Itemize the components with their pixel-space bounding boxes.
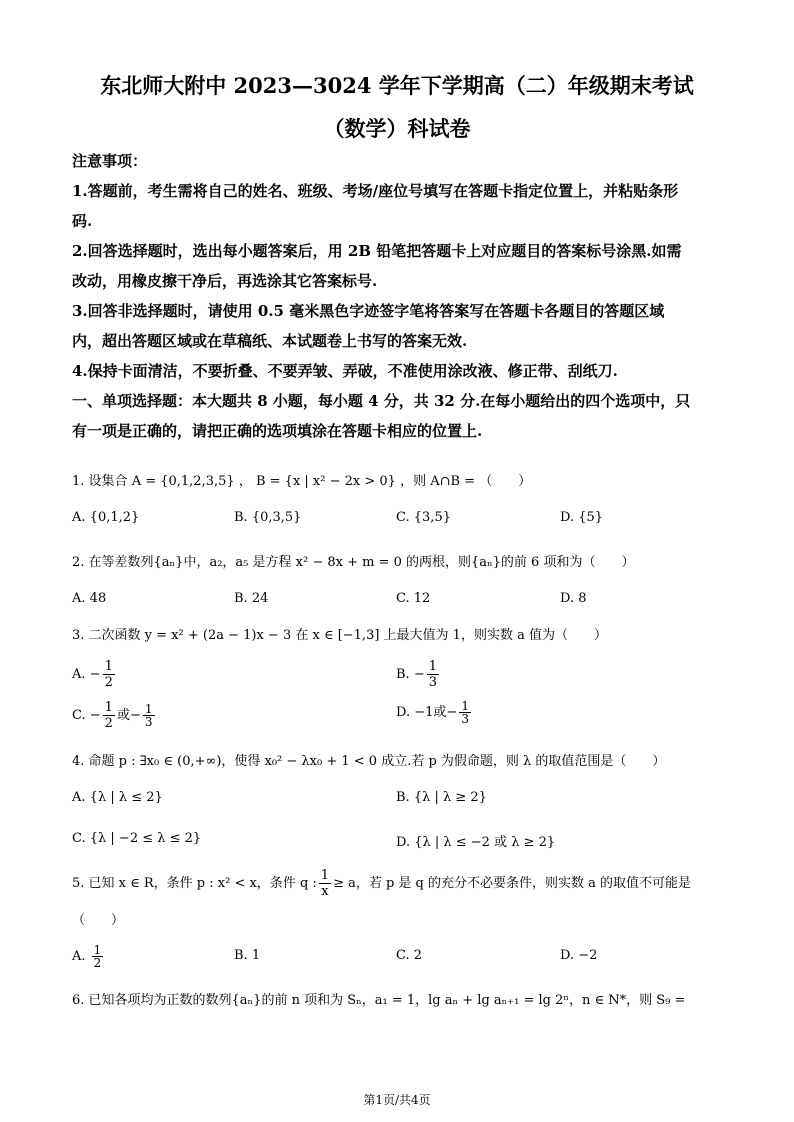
frac-denominator: 3: [144, 715, 153, 729]
q1-sep: ，: [238, 474, 252, 489]
option-label: D.: [396, 705, 411, 720]
option-text: {3,5}: [413, 510, 451, 525]
page-number: 第1页/共4页: [363, 1093, 431, 1107]
option-label: B.: [396, 667, 410, 682]
option-text: {λ | −2 ≤ λ ≤ 2}: [89, 831, 202, 846]
q4-option-d[interactable]: [396, 831, 555, 850]
option-label: D.: [560, 510, 575, 525]
frac-numerator: 1: [104, 700, 113, 715]
option-label: C.: [396, 948, 410, 963]
option-minus: −: [413, 667, 425, 682]
frac-denominator: 3: [428, 675, 438, 690]
option-label: A.: [72, 667, 86, 682]
frac-numerator: 1: [320, 868, 330, 883]
option-label: A.: [72, 510, 86, 525]
option-text: 8: [578, 591, 587, 606]
q5-stem-line2: （ ）: [72, 913, 125, 928]
fraction-one-third: [459, 700, 471, 725]
option-label: C.: [396, 591, 410, 606]
option-minus: −: [89, 708, 101, 723]
option-text: {λ | λ ≥ 2}: [413, 790, 487, 805]
option-label: A.: [72, 949, 86, 964]
q5-option-d[interactable]: [560, 948, 597, 963]
q1-option-a[interactable]: [72, 510, 139, 525]
fraction-one-half: [103, 700, 115, 731]
option-text: {λ | λ ≤ 2}: [89, 790, 163, 805]
notes-section: [72, 146, 722, 446]
option-text: {5}: [578, 510, 604, 525]
note-4: 4.保持卡面清洁，不要折叠、不要弄皱、弄破，不准使用涂改液、修正带、刮纸刀.: [72, 362, 618, 380]
option-label: B.: [396, 790, 410, 805]
frac-denominator: 3: [461, 712, 469, 726]
option-label: D.: [560, 591, 575, 606]
q4-option-b[interactable]: [396, 790, 487, 805]
q2-option-d[interactable]: [560, 591, 587, 606]
frac-denominator: 2: [104, 716, 113, 731]
question-4: 4. 命题 p : ∃x₀ ∈ (0,+∞)，使得 x₀² − λx₀ + 1 < 0 成立.若 p 为假命题，则 λ 的取值范围是（ ）: [72, 754, 666, 769]
option-label: D.: [560, 948, 575, 963]
option-minus: −: [129, 708, 141, 723]
option-label: A.: [72, 790, 86, 805]
option-minus-one: −1: [414, 705, 434, 720]
option-label: D.: [396, 835, 411, 850]
frac-numerator: 1: [144, 702, 153, 716]
section-1-line-2: 有一项是正确的，请把正确的选项填涂在答题卡相应的位置上.: [72, 422, 483, 440]
option-or: 或: [433, 705, 447, 720]
option-text: 1: [251, 948, 261, 963]
frac-denominator: 2: [93, 956, 102, 970]
option-text: {0,3,5}: [251, 510, 302, 525]
note-3-line-2: 内，超出答题区域或在草稿纸、本试题卷上书写的答案无效.: [72, 332, 468, 350]
option-minus: −: [446, 705, 458, 720]
fraction-one-half: [92, 944, 104, 969]
q3-option-b[interactable]: [396, 659, 441, 690]
exam-title: 东北师大附中 2023—3024 学年下学期高（二）年级期末考试: [100, 73, 694, 98]
option-text: −2: [578, 948, 598, 963]
frac-numerator: 1: [428, 659, 438, 674]
option-text: 48: [89, 591, 107, 606]
note-2-line-2: 改动，用橡皮擦干净后，再选涂其它答案标号.: [72, 272, 378, 290]
option-text: 12: [413, 591, 431, 606]
question-6: 6. 已知各项均为正数的数列{aₙ}的前 n 项和为 Sₙ，a₁ = 1，lg aₙ + lg aₙ₊₁ = lg 2ⁿ，n ∈ N*，则 S₉ =: [72, 993, 686, 1008]
q5-stem-part2: ≥ a，若 p 是 q 的充分不必要条件，则实数 a 的取值不可能是: [333, 876, 692, 891]
option-label: C.: [396, 510, 410, 525]
option-or: 或: [116, 708, 130, 723]
fraction-one-third: [427, 659, 439, 690]
frac-denominator: x: [321, 884, 329, 899]
q5-stem-part1: 5. 已知 x ∈ R，条件 p : x² < x，条件 q :: [72, 876, 317, 891]
q2-option-c[interactable]: [396, 591, 430, 606]
option-text: {0,1,2}: [89, 510, 140, 525]
q4-option-c[interactable]: [72, 831, 201, 846]
note-1-line-2: 码.: [72, 212, 93, 230]
frac-numerator: 1: [93, 943, 102, 957]
question-2: 2. 在等差数列{aₙ}中，a₂，a₅ 是方程 x² − 8x + m = 0 的两根，则{aₙ}的前 6 项和为（ ）: [72, 555, 635, 570]
note-1-line-1: 1.答题前，考生需将自己的姓名、班级、考场/座位号填写在答题卡指定位置上，并粘贴条形: [72, 182, 679, 200]
option-label: A.: [72, 591, 86, 606]
section-1-line-1: 一、单项选择题：本大题共 8 小题，每小题 4 分，共 32 分.在每小题给出的四个选项中，只: [72, 392, 691, 410]
frac-denominator: 2: [104, 675, 113, 690]
fraction-one-third: [143, 703, 155, 728]
q5-option-c[interactable]: [396, 948, 422, 963]
fraction-one-over-x: [319, 868, 331, 899]
option-text: 2: [413, 948, 423, 963]
q3-option-d[interactable]: [396, 700, 473, 725]
option-label: B.: [234, 948, 248, 963]
option-label: C.: [72, 831, 86, 846]
q3-option-a[interactable]: [72, 659, 117, 690]
exam-subtitle: （数学）科试卷: [323, 116, 471, 141]
q5-option-a[interactable]: [72, 944, 105, 969]
q1-prefix: 1. 设集合: [72, 474, 128, 489]
q2-option-b[interactable]: [234, 591, 268, 606]
option-text: {λ | λ ≤ −2 或 λ ≥ 2}: [414, 835, 556, 850]
note-3-line-1: 3.回答非选择题时，请使用 0.5 毫米黑色字迹签字笔将答案写在答题卡各题目的答题区域: [72, 302, 665, 320]
fraction-one-half: [103, 659, 115, 690]
q2-option-a[interactable]: [72, 591, 106, 606]
q1-option-c[interactable]: [396, 510, 451, 525]
notes-heading: 注意事项：: [72, 152, 148, 170]
question-1: [72, 470, 531, 489]
question-3: 3. 二次函数 y = x² + (2a − 1)x − 3 在 x ∈ [−1,3] 上最大值为 1，则实数 a 值为（ ）: [72, 628, 607, 643]
q1-option-b[interactable]: [234, 510, 301, 525]
note-2-line-1: 2.回答选择题时，选出每小题答案后，用 2B 铅笔把答题卡上对应题目的答案标号涂黑.如需: [72, 242, 682, 260]
q1-set-a: A = {0,1,2,3,5}: [131, 474, 235, 489]
frac-numerator: 1: [461, 699, 469, 713]
option-label: B.: [234, 510, 248, 525]
option-text: 24: [251, 591, 269, 606]
option-label: B.: [234, 591, 248, 606]
option-minus: −: [89, 667, 101, 682]
option-label: C.: [72, 708, 86, 723]
frac-numerator: 1: [104, 659, 113, 674]
q1-option-d[interactable]: [560, 510, 603, 525]
q4-option-a[interactable]: [72, 790, 163, 805]
question-5: [72, 868, 691, 899]
q1-set-b: B = {x | x² − 2x > 0}: [255, 474, 396, 489]
q1-suffix: ，则 A∩B = （ ）: [400, 474, 532, 489]
q5-option-b[interactable]: [234, 948, 260, 963]
q3-option-c[interactable]: [72, 700, 157, 731]
